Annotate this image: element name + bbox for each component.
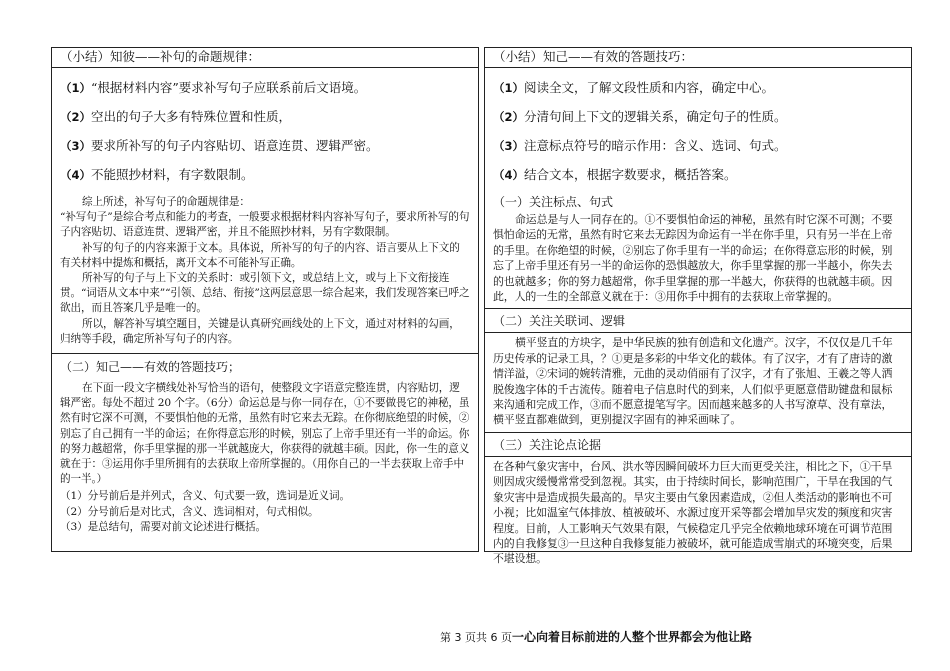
summary-line-5: 所以，解答补写填空题目，关键是认真研究画线处的上下文，通过对材料的勾画，归纳等手段，确定所补写句子的内容。: [60, 317, 460, 345]
left-summary: [52, 195, 478, 347]
summary-line-1: 综上所述，补写句子的命题规律是：: [82, 196, 250, 208]
left-section2-title: （二）知己——有效的答题技巧；: [60, 360, 241, 375]
left-point-4: （4）不能照抄材料，有字数限制。: [60, 167, 254, 182]
page-number: 第 3 页共 6 页: [440, 631, 512, 644]
summary-line-3: 补写的句子的内容来源于文本。具体说，所补写的句子的内容、语言要从上下文的有关材料中提炼和概括，离开文本不可能补写正确。: [60, 241, 460, 269]
right-s2-title: （二）关注关联词、逻辑: [493, 314, 626, 329]
s1-text: 命运总是与人一同存在的。①不要惧怕命运的神秘，虽然有时它深不可测；不要惧怕命运的无常，虽然有时它来去无踪因为命运有一半在你手里，只有另一半在上帝的手里。在你绝望的时候，②别忘了你手里有一半的命运；在你得意忘形的时候，别忘了上帝手里还有另一半的命运你的恐惧越放大，你手里掌握的那一半越小，你失去的也就越多；你的努力越超常，你手里掌握的那一半越大，你获得的也就越丰硕。因此，人的一生的全部意义就在于：③用你手中拥有的去获取上帝掌握的。: [493, 213, 893, 304]
summary-line-2: “补写句子”是综合考点和能力的考查，一般要求根据材料内容补写句子，要求所补写的句子内容贴切、语意连贯、逻辑严密，并且不能照抄材料，另有字数限制。: [60, 211, 470, 239]
left-notes: [52, 489, 478, 535]
right-s3-body: [485, 459, 911, 567]
left-point-2: （2）空出的句子大多有特殊位置和性质，: [60, 109, 292, 124]
right-s1-body: [485, 212, 911, 304]
left-point-1: （1）“根据材料内容”要求补写句子应联系前后文语境。: [60, 80, 367, 95]
note-2: （2）分号前后是对比式，含义、选词相对，句式相似。: [60, 505, 319, 518]
right-s3-title: （三）关注论点论据: [493, 437, 602, 452]
right-point-3: （3）注意标点符号的暗示作用：含义、选词、句式。: [493, 138, 787, 153]
left-points: [52, 78, 478, 191]
s3-text: 在各种气象灾害中，台风、洪水等因瞬间破坏力巨大而更受关注，相比之下，①干旱则因成灾缓慢常常受到忽视。其实，由于持续时间长，影响范围广，干旱在我国的气象灾害中是造成损失最高的。旱灾主要由气象因素造成，②但人类活动的影响也不可小视；比如温室气体排放、植被破坏、水源过度开采等都会增加旱灾发的频度和灾害程度。目前，人工影响天气效果有限，气候稳定几乎完全依赖地球环境在可调节范围内的自我修复③一旦这种自我修复能力被破坏，就可能造成雪崩式的环境突变，后果不堪设想。: [493, 459, 893, 566]
note-3: （3）是总结句，需要对前文论述进行概括。: [60, 520, 267, 533]
footer-motto: 一心向着目标前进的人整个世界都会为他让路: [511, 630, 752, 644]
right-column: [484, 47, 912, 566]
note-1: （1）分号前后是并列式，含义、句式要一致，选词是近义词。: [60, 490, 350, 503]
s2-text: 横平竖直的方块字，是中华民族的独有创造和文化遗产。汉字，不仅仅是几千年历史传承的记录工具，？①更是多彩的中华文化的载体。有了汉字，才有了唐诗的激情洋溢，②宋词的婉转清雅，元曲的灵动俏丽有了汉字，才有了张旭、王羲之等人洒脱俊逸字体的千古流传。随着电子信息时代的到来，人们似乎更愿意借助键盘和鼠标来沟通和完成工作，③而不愿意提笔写字。因而越来越多的人书写潦草、没有章法，横平竖直都难做到，更别提汉字固有的神采画味了。: [493, 336, 893, 427]
right-s1-title: （一）关注标点、句式: [493, 195, 614, 209]
right-point-2: （2）分清句间上下文的逻辑关系，确定句子的性质。: [493, 109, 787, 124]
summary-line-4: 所补写的句子与上下文的关系时：或引领下文，或总结上文，或与上下文衔接连贯。“词语从文本中来”“引领、总结、衔接”这两层意思一综合起来，我们发现答案已呼之欲出，而且答案几乎是唯一的。: [60, 272, 470, 315]
left-point-3: （3）要求所补写的句子内容贴切、语意连贯、逻辑严密。: [60, 138, 379, 153]
right-point-1: （1）阅读全文，了解文段性质和内容，确定中心。: [493, 80, 775, 95]
left-header: （小结）知彼——补句的命题规律：: [52, 48, 478, 68]
right-header: （小结）知己——有效的答题技巧：: [485, 48, 911, 68]
right-s2-body: [485, 335, 911, 427]
right-points: [485, 78, 911, 191]
left-column: [51, 47, 479, 552]
left-exercise: [52, 381, 478, 487]
page-footer: [440, 628, 752, 645]
right-point-4: （4）结合文本，根据字数要求，概括答案。: [493, 167, 737, 182]
exercise-text: 在下面一段文字横线处补写恰当的语句，使整段文字语意完整连贯，内容贴切，逻辑严密。每处不超过 20 个字。（6分）命运总是与你一同存在，①不要做畏它的神秘，虽然有时它深不可测，不要惧怕他的无常，虽然有时它来去无踪。在你彻底绝望的时候，②别忘了自己拥有一半的命运；在你得意忘形的时候，别忘了上帝手里还有一半的命运。你的努力越超常，你手里掌握的那一半就越庞大，你获得的就越丰硕。因此，你一生的意义就在于：③运用你手里所拥有的去获取上帝所掌握的。（用你自己的一半去获取上帝手中的一半。）: [60, 382, 470, 486]
